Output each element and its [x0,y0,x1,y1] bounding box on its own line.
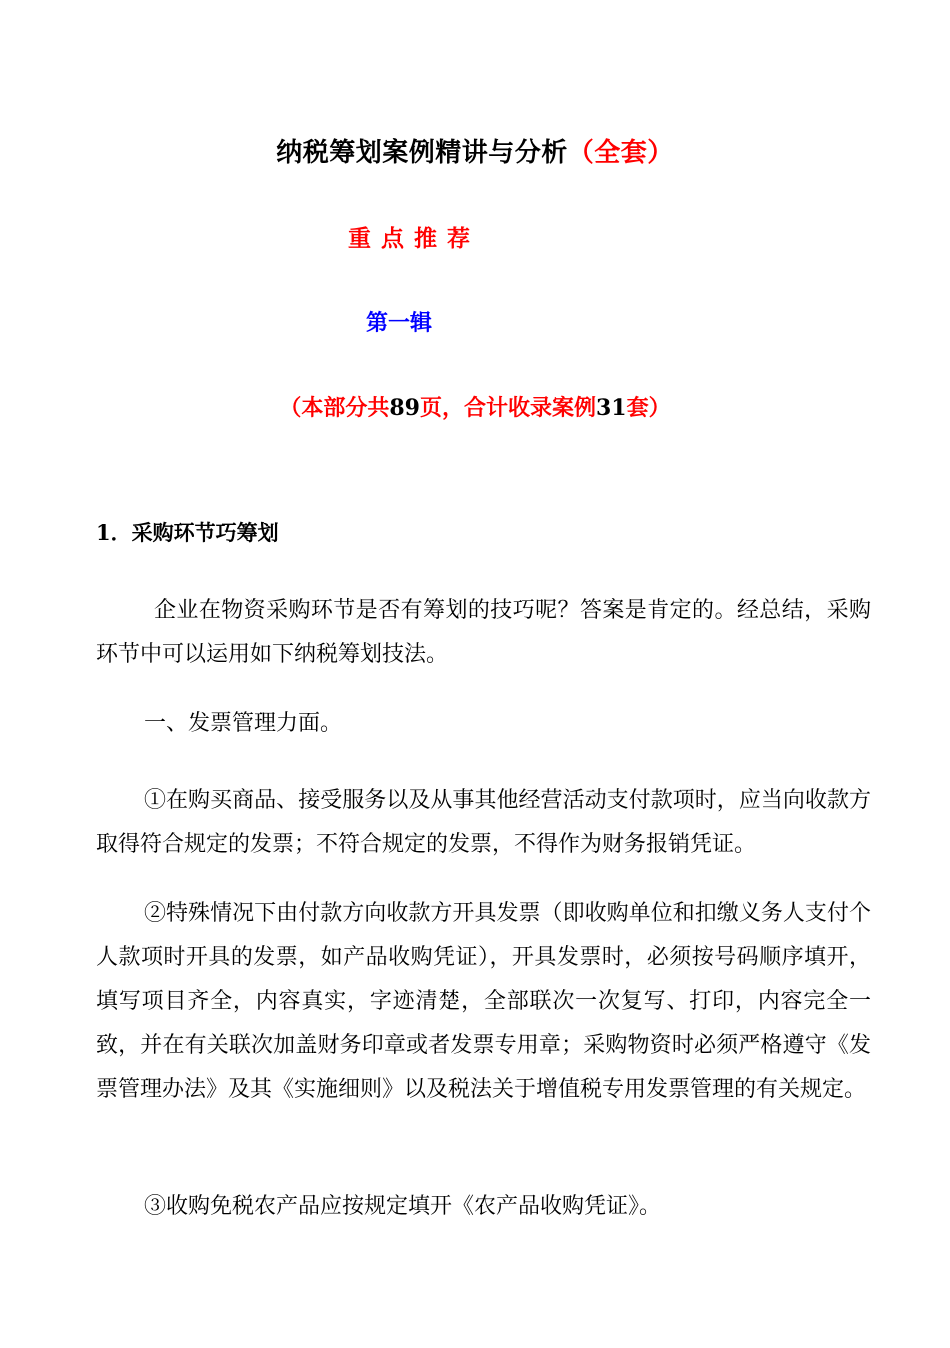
section-heading: 1．采购环节巧筹划 [96,520,279,545]
paragraph-item-3: ③收购免税农产品应按规定填开《农产品收购凭证》。 [144,1194,662,1219]
paragraph-item-2: ②特殊情况下由付款方向收款方开具发票（即收购单位和扣缴义务人支付个人款项时开具的发票，如产品收购凭证），开具发票时，必须按号码顺序填开，填写项目齐全，内容真实，字迹清楚，全部联次一次复写、打印，内容完全一致，并在有关联次加盖财务印章或者发票专用章；采购物资时必须严格遵守《发票管理办法》及其《实施细则》以及税法关于增值税专用发票管理的有关规定。 [96,901,871,1102]
recommend-label: 重点推荐 [348,225,480,252]
paragraph-intro: 企业在物资采购环节是否有筹划的技巧呢？答案是肯定的。经总结，采购环节中可以运用如下纳税筹划技法。 [96,598,871,667]
title-suffix: （全套） [567,138,674,168]
title-main: 纳税筹划案例精讲与分析 [276,138,568,168]
paragraph-item-1: ①在购买商品、接受服务以及从事其他经营活动支付款项时，应当向收款方取得符合规定的发票；不符合规定的发票，不得作为财务报销凭证。 [96,788,871,857]
summary-middle: 页，合计收录案例 [419,395,596,421]
summary-pages: 89 [389,395,420,421]
summary-line [0,391,950,422]
summary-prefix: （本部分共 [279,395,390,421]
paragraph-invoice-heading: 一、发票管理力面。 [144,711,343,736]
volume-label: 第一辑 [366,310,433,336]
summary-suffix: 套） [626,395,671,421]
summary-cases: 31 [596,395,627,421]
document-title [0,132,950,169]
